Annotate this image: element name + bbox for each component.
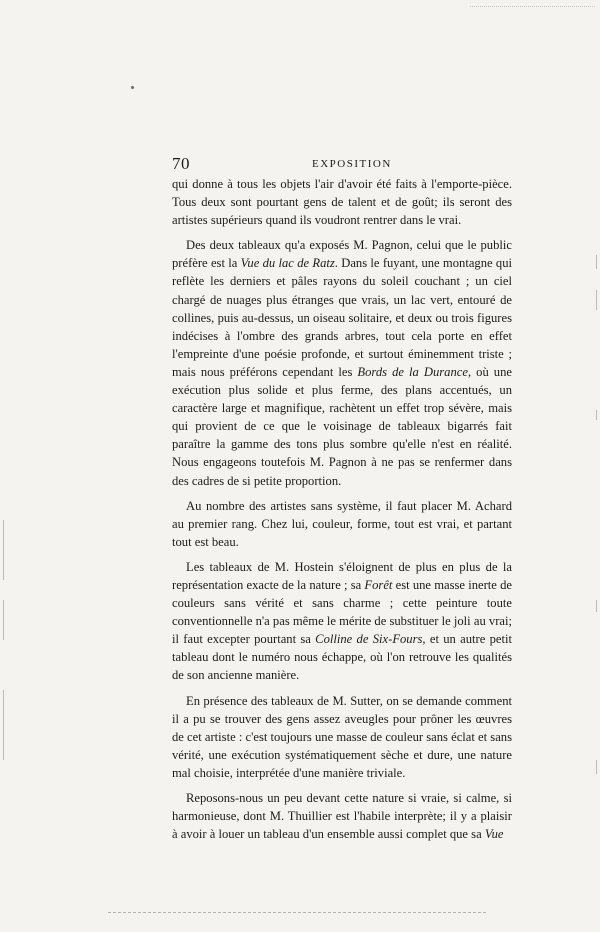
text-run: Les tableaux de M. Hostein s'éloignent de plus en plus de la représentation exacte de la nature ; sa [172, 559, 512, 592]
scan-edge-mark [3, 600, 4, 640]
paragraph [172, 558, 512, 685]
artwork-title: Forêt [364, 577, 393, 592]
paragraph [172, 497, 512, 551]
text-run: Reposons-nous un peu devant cette nature si vraie, si calme, si harmonieuse, dont M. Thuillier est l'habile interprète; il y a plaisir à avoir à louer un tableau d'un ensemble aussi complet que sa [172, 791, 512, 842]
paragraph [172, 789, 512, 843]
scan-edge-mark [596, 255, 597, 269]
running-head: EXPOSITION [312, 158, 392, 170]
scan-edge-mark [596, 600, 597, 612]
text-run: Des deux tableaux qu'a exposés M. Pagnon, celui que le public préfère est la [172, 238, 512, 271]
page-header [172, 154, 512, 174]
artwork-title: Vue [484, 827, 504, 842]
text-run: En présence des tableaux de M. Sutter, on se demande comment il a pu se trouver des gens assez aveugles pour prôner les œuvres de cet artiste : c'est toujours une masse de couleur sans éclat et sans vérité, une exécution systématiquement sèche et dure, une nature mal choisie, interprétée d'une manière triviale. [172, 693, 512, 780]
ink-speck [131, 86, 134, 89]
artwork-title: Colline de Six-Fours [315, 632, 423, 647]
scan-edge-mark [3, 520, 4, 580]
paragraph [172, 236, 512, 489]
artwork-title: Bords de la Durance [357, 364, 468, 379]
page-number: 70 [172, 154, 190, 173]
body-text [172, 175, 512, 850]
scan-edge-mark [596, 410, 597, 420]
artwork-title: Vue du lac de Ratz [240, 256, 335, 271]
text-run: . Dans le fuyant, une montagne qui reflète les derniers et pâles rayons du soleil couchant ; un ciel chargé de nuages plus étranges que vrais, un lac vert, entouré de collines, puis au-dessus, un oiseau solitaire, et deux ou trois figures indécises à l'ombre des grands arbres, tout cela porte en effet l'empreinte d'une poésie profonde, et surtout éminemment triste ; mais nous préférons cependant les [172, 256, 512, 379]
scan-edge-top [470, 6, 595, 7]
text-run: est une masse inerte de couleurs sans vérité et sans charme ; cette peinture toute conventionnelle n'a pas même le mérite de substituer le joli au vrai; il faut excepter pourtant sa [172, 577, 512, 647]
text-run: , où une exécution plus solide et plus ferme, des plans accentués, un caractère large et magnifique, rachètent un effet trop sévère, mais qui provient de ce que le voisinage de tableaux bigarrés fait paraître la gamme des tons plus sombre qu'elle n'est en réalité. Nous engageons toutefois M. Pagnon à ne pas se renfermer dans des cadres de si petite proportion. [172, 364, 512, 488]
scan-edge-bottom [108, 912, 486, 913]
scan-edge-mark [596, 760, 597, 774]
text-run: , et un autre petit tableau dont le numéro nous échappe, où l'on retrouve les qualités de son ancienne manière. [172, 632, 512, 683]
paragraph [172, 692, 512, 782]
scan-edge-mark [596, 290, 597, 310]
scan-edge-mark [3, 690, 4, 760]
text-run: qui donne à tous les objets l'air d'avoir été faits à l'emporte-pièce. Tous deux sont pourtant gens de talent et de goût; ils seront des artistes supérieurs quand ils voudront rentrer dans le vrai. [172, 177, 512, 228]
text-run: Au nombre des artistes sans système, il faut placer M. Achard au premier rang. Chez lui, couleur, forme, tout est vrai, et partant tout est beau. [172, 498, 512, 549]
paragraph [172, 175, 512, 229]
